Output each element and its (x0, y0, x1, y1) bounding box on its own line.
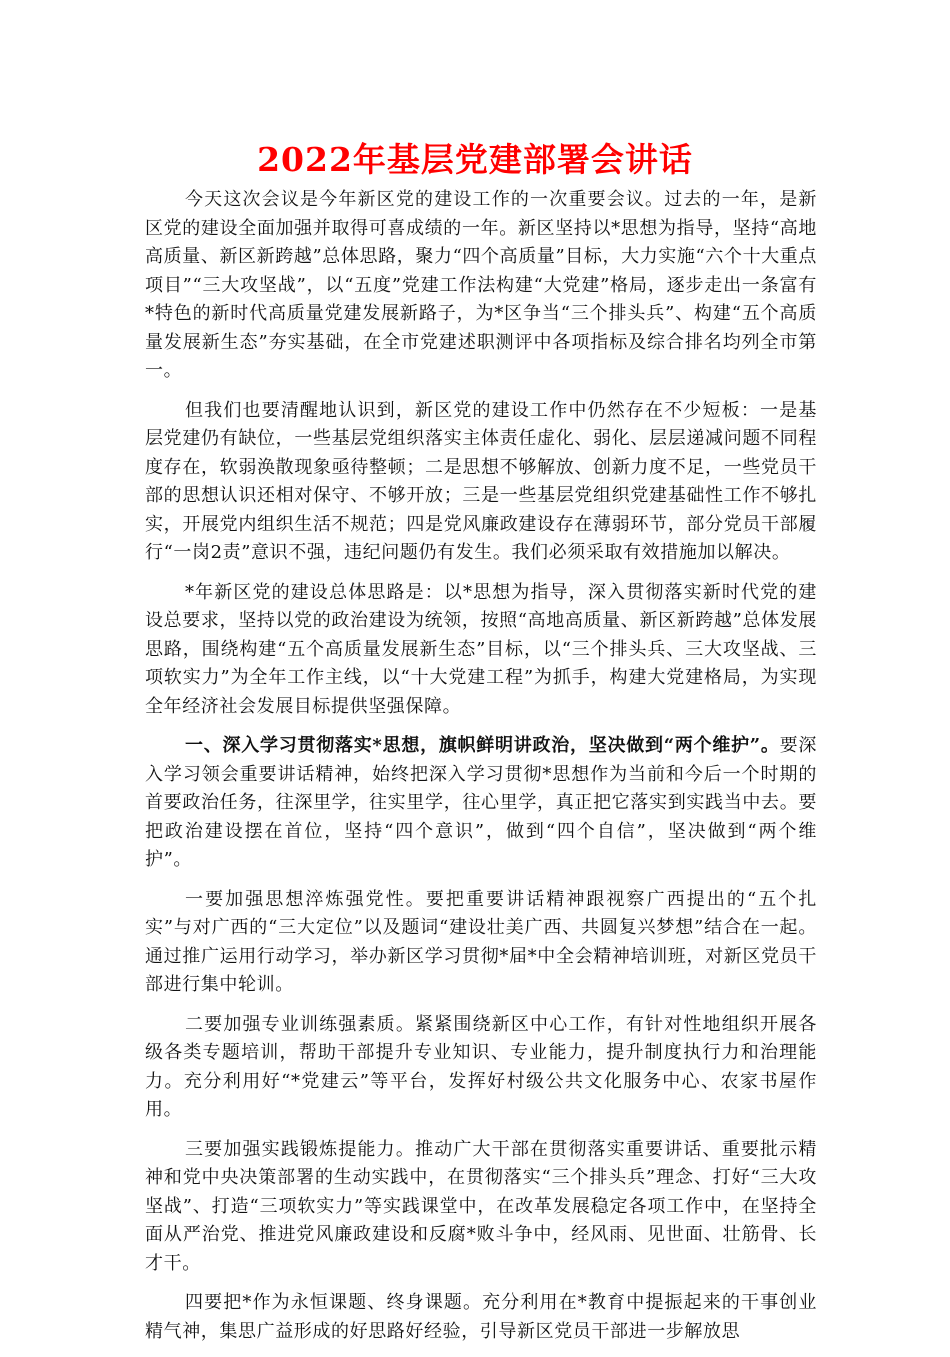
paragraph-1-text: 今天这次会议是今年新区党的建设工作的一次重要会议。过去的一年，是新区党的建设全面加强并取得可喜成绩的一年。新区坚持以*思想为指导，坚持“高地高质量、新区新跨越”总体思路，聚力“四个高质量”目标，大力实施“六个十大重点项目”“三大攻坚战”，以“五度”党建工作法构建“大党建”格局，逐步走出一条富有*特色的新时代高质量党建发展新路子，为*区争当“三个排头兵”、构建“五个高质量发展新生态”夯实基础，在全市党建述职测评中各项指标及综合排名均列全市第一。 (145, 189, 817, 381)
paragraph-2-text: 但我们也要清醒地认识到，新区党的建设工作中仍然存在不少短板：一是基层党建仍有缺位，一些基层党组织落实主体责任虚化、弱化、层层递减问题不同程度存在，软弱涣散现象亟待整顿；二是思想不够解放、创新力度不足，一些党员干部的思想认识还相对保守、不够开放；三是一些基层党组织党建基础性工作不够扎实，开展党内组织生活不规范；四是党风廉政建设存在薄弱环节，部分党员干部履行“一岗2责”意识不强，违纪问题仍有发生。我们必须采取有效措施加以解决。 (145, 399, 817, 563)
paragraph-5-text: 一要加强思想淬炼强党性。要把重要讲话精神跟视察广西提出的“五个扎实”与对广西的“三大定位”以及题词“建设壮美广西、共圆复兴梦想”结合在一起。通过推广运用行动学习，举办新区学习贯彻*届*中全会精神培训班，对新区党员干部进行集中轮训。 (145, 888, 817, 995)
paragraph-4 (145, 732, 817, 875)
paragraph-3-text: *年新区党的建设总体思路是：以*思想为指导，深入贯彻落实新时代党的建设总要求，坚持以党的政治建设为统领，按照“高地高质量、新区新跨越”总体发展思路，围绕构建“五个高质量发展新生态”目标，以“三个排头兵、三大攻坚战、三项软实力”为全年工作主线，以“十大党建工程”为抓手，构建大党建格局，为实现全年经济社会发展目标提供坚强保障。 (145, 581, 817, 717)
section-heading-1: 一、深入学习贯彻落实*思想，旗帜鲜明讲政治，坚决做到“两个维护”。 (185, 735, 780, 756)
paragraph-8-text: 四要把*作为永恒课题、终身课题。充分利用在*教育中提振起来的干事创业精气神，集思广益形成的好思路好经验，引导新区党员干部进一步解放思 (145, 1292, 817, 1342)
paragraph-6 (145, 1011, 817, 1125)
document-title: 2022年基层党建部署会讲话 (257, 140, 693, 179)
paragraph-6-text: 二要加强专业训练强素质。紧紧围绕新区中心工作，有针对性地组织开展各级各类专题培训，帮助干部提升专业知识、专业能力，提升制度执行力和治理能力。充分利用好“*党建云”等平台，发挥好村级公共文化服务中心、农家书屋作用。 (145, 1013, 817, 1120)
paragraph-5 (145, 886, 817, 1000)
paragraph-7-text: 三要加强实践锻炼提能力。推动广大干部在贯彻落实重要讲话、重要批示精神和党中央决策部署的生动实践中，在贯彻落实“三个排头兵”理念、打好“三大攻坚战”、打造“三项软实力”等实践课堂中，在改革发展稳定各项工作中，在坚持全面从严治党、推进党风廉政建设和反腐*败斗争中，经风雨、见世面、壮筋骨、长才干。 (145, 1138, 817, 1274)
paragraph-4-text: 要深入学习领会重要讲话精神，始终把深入学习贯彻*思想作为当前和今后一个时期的首要政治任务，往深里学，往实里学，往心里学，真正把它落实到实践当中去。要把政治建设摆在首位，坚持“四个意识”，做到“四个自信”，坚决做到“两个维护”。 (145, 735, 817, 870)
paragraph-3 (145, 579, 817, 722)
paragraph-1 (145, 186, 817, 386)
paragraph-7 (145, 1136, 817, 1279)
paragraph-8 (145, 1289, 817, 1346)
paragraph-2 (145, 397, 817, 568)
document-body (145, 186, 817, 1357)
